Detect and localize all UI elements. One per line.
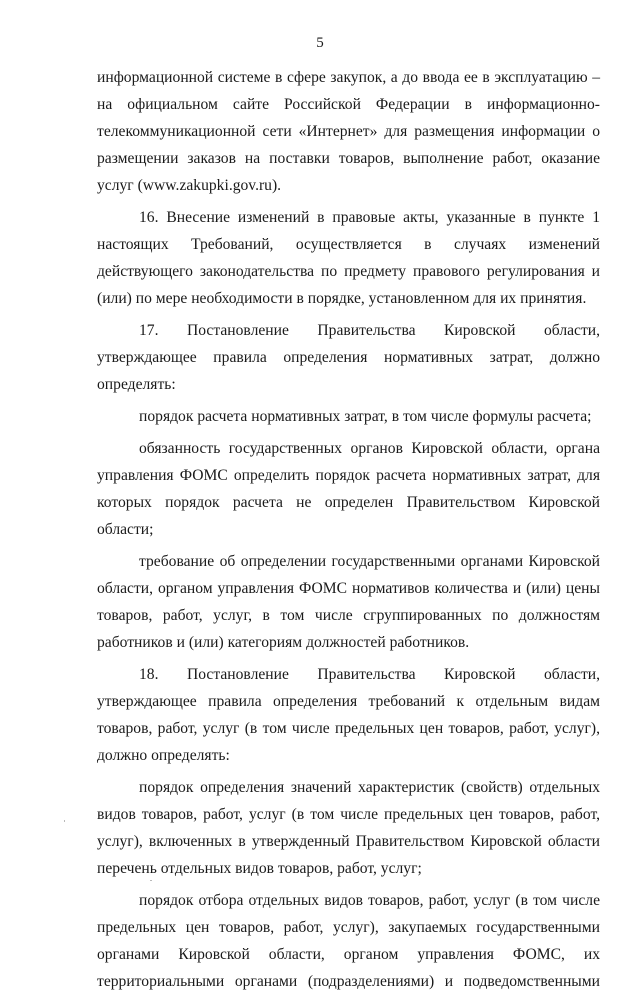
- paragraph-18-item-1: порядок определения значений характеристик (свойств) отдельных видов товаров, работ, услуг (в том числе предельных цен товаров, работ, услуг), включенных в утвержденный Правительством Кировской области перечень отдельных видов товаров, работ, услуг;: [97, 779, 600, 877]
- paragraph-continuation: информационной системе в сфере закупок, а до ввода ее в эксплуатацию – на официальном сайте Российской Федерации в информационно-телекоммуникационной сети «Интернет» для размещения информации о размещении заказов на поставки товаров, выполнение работ, оказание услуг (www.zakupki.gov.ru).: [97, 69, 600, 194]
- paragraph-17-item-1: порядок расчета нормативных затрат, в том числе формулы расчета;: [139, 408, 592, 425]
- paragraph-17-item-2: обязанность государственных органов Кировской области, органа управления ФОМС определить порядок расчета нормативных затрат, для которых порядок расчета не определен Правительством Кировской области;: [97, 440, 600, 538]
- paragraph-17: 17. Постановление Правительства Кировской области, утверждающее правила определения нормативных затрат, должно определять:: [97, 322, 600, 393]
- paragraph-16: 16. Внесение изменений в правовые акты, указанные в пункте 1 настоящих Требований, осуществляется в случаях изменений действующего законодательства по предмету правового регулирования и (или) по мере необходимости в порядке, установленном для их принятия.: [97, 209, 600, 307]
- scan-mark: [150, 880, 152, 881]
- paragraph-18: 18. Постановление Правительства Кировской области, утверждающее правила определения требований к отдельным видам товаров, работ, услуг (в том числе предельных цен товаров, работ, услуг), должно определять:: [97, 666, 600, 764]
- scan-mark: [64, 820, 65, 822]
- document-body: [97, 64, 600, 1000]
- page-number: 5: [316, 35, 324, 51]
- paragraph-17-item-3: требование об определении государственными органами Кировской области, органом управления ФОМС нормативов количества и (или) цены товаров, работ, услуг, в том числе сгруппированных по должностям работников и (или) категориям должностей работников.: [97, 553, 600, 651]
- paragraph-18-item-2: порядок отбора отдельных видов товаров, работ, услуг (в том числе предельных цен товаров, работ, услуг), закупаемых государственными органами Кировской области, органом управления ФОМС, их территориальными органами (подразделениями) и подведомственными: [97, 892, 600, 990]
